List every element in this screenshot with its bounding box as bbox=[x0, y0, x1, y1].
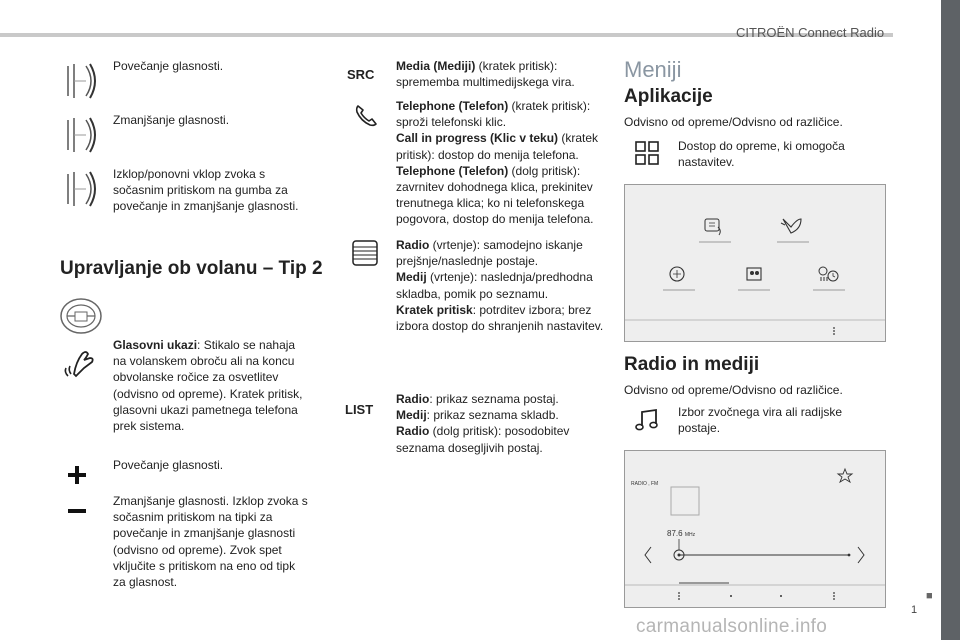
list-desc-3: (dolg pritisk): posodobitev seznama dosegljivih postaj. bbox=[396, 424, 570, 455]
radio-next-chevron-icon bbox=[858, 547, 864, 563]
continuation-mark: ■ bbox=[926, 590, 933, 602]
telephone-text bbox=[396, 98, 604, 228]
telephone-label: Telephone (Telefon) bbox=[396, 99, 509, 113]
voice-command-text bbox=[113, 337, 308, 434]
list-media-label: Medij bbox=[396, 408, 427, 423]
menus-heading: Meniji bbox=[624, 57, 682, 82]
call-in-progress-label: Call in progress (Klic v teku) bbox=[396, 131, 559, 146]
volume-up-text: Povečanje glasnosti. bbox=[113, 59, 224, 73]
thumbwheel-icon bbox=[350, 238, 380, 268]
voice-command-icon bbox=[62, 344, 98, 380]
app-eco-icon bbox=[777, 219, 809, 242]
radio-screen-label: RADIO , FM bbox=[631, 481, 659, 487]
media-rotate-label: Medij bbox=[396, 270, 427, 285]
list-text bbox=[396, 391, 601, 456]
watermark: carmanualsonline.info bbox=[636, 616, 828, 637]
telephone-desc-3: (dolg pritisk): zavrnitev dohodnega klica, prekinitev trenutnega klica; ko ni telefonskega pogovora, dostop do menija telefona. bbox=[396, 163, 594, 227]
src-label: Media (Mediji) bbox=[396, 59, 476, 73]
app-user-profile-icon bbox=[738, 268, 770, 290]
radio-media-desc: Izbor zvočnega vira ali radijske postaje. bbox=[678, 405, 843, 436]
applications-grid-icon bbox=[634, 140, 660, 166]
radio-footer-controls bbox=[678, 592, 835, 600]
voice-command-desc: : Stikalo se nahaja na volanskem obroču ali na koncu obvolanske ročice za osvetlitev (odvisno od opreme). Kratek pritisk, glasovni ukazi pametnega telefona prek sistema. bbox=[113, 338, 303, 434]
radio-prev-chevron-icon bbox=[645, 547, 651, 563]
applications-note: Odvisno od opreme/Odvisno od različice. bbox=[624, 115, 843, 129]
app-messages-icon bbox=[699, 219, 731, 242]
telephone-desc-2: (kratek pritisk): dostop do menija telefona. bbox=[396, 131, 599, 162]
applications-title: Aplikacije bbox=[624, 86, 713, 107]
app-car-settings-icon bbox=[663, 267, 695, 290]
list-desc-1: : prikaz seznama postaj. bbox=[429, 392, 559, 406]
radio-screen bbox=[624, 450, 886, 608]
section-title-type2: Upravljanje ob volanu – Tip 2 bbox=[60, 258, 323, 279]
radio-frequency-value: 87.6 bbox=[667, 529, 683, 538]
page-side-bar bbox=[941, 0, 960, 640]
thumbwheel-desc-1: (vrtenje): samodejno iskanje prejšnje/naslednje postaje. bbox=[396, 238, 583, 269]
app-screen-menu-dots-icon bbox=[833, 327, 835, 335]
telephone-long-label: Telephone (Telefon) bbox=[396, 163, 509, 178]
radio-slider-end-dot bbox=[848, 554, 851, 557]
telephone-icon bbox=[352, 102, 380, 130]
short-press-label: Kratek pritisk bbox=[396, 302, 473, 317]
list-tag: LIST bbox=[345, 402, 374, 417]
list-radio-label: Radio bbox=[396, 392, 430, 406]
page-header-title: CITROËN Connect Radio bbox=[736, 25, 885, 40]
radio-screen-graphic bbox=[625, 451, 885, 607]
steering-wheel-volume-down-icon bbox=[60, 114, 102, 156]
steering-wheel-volume-up-icon bbox=[60, 60, 102, 102]
list-radio-long-label: Radio bbox=[396, 424, 430, 439]
mute-text: Izklop/ponovni vklop zvoka s sočasnim pritiskom na gumba za povečanje in zmanjšanje glasnosti. bbox=[113, 167, 299, 214]
thumbwheel-text bbox=[396, 237, 604, 334]
radio-media-title: Radio in mediji bbox=[624, 354, 760, 375]
src-desc: (kratek pritisk): sprememba multimedijskega vira. bbox=[396, 59, 575, 90]
radio-frequency-cursor bbox=[674, 539, 684, 560]
music-note-icon bbox=[634, 408, 660, 432]
plus-text: Povečanje glasnosti. bbox=[113, 458, 224, 472]
steering-wheel-mute-icon bbox=[60, 168, 102, 210]
thumbwheel-desc-2: (vrtenje): naslednja/predhodna skladba, pomik po seznamu. bbox=[396, 270, 593, 301]
radio-frequency-unit: MHz bbox=[684, 532, 696, 538]
src-text bbox=[396, 58, 601, 90]
applications-screen bbox=[624, 184, 886, 342]
list-desc-2: : prikaz seznama skladb. bbox=[426, 408, 559, 423]
minus-text: Zmanjšanje glasnosti. Izklop zvoka s sočasnim pritiskom na tipki za povečanje in zmanjšanje glasnosti (odvisno od opreme). Zvok spet vključite s pritiskom na eno od tipk za glasnost. bbox=[113, 494, 308, 590]
radio-station-artwork bbox=[671, 487, 699, 515]
volume-down-text: Zmanjšanje glasnosti. bbox=[113, 113, 230, 127]
src-tag: SRC bbox=[347, 67, 375, 82]
thumbwheel-desc-3: : potrditev izbora; brez izbora dostop do shranjenih nastavitev. bbox=[396, 302, 604, 334]
radio-favorite-star-icon bbox=[838, 469, 852, 482]
page-number: 1 bbox=[911, 604, 918, 616]
applications-screen-graphic bbox=[625, 185, 885, 341]
plus-icon bbox=[66, 464, 88, 486]
voice-command-label: Glasovni ukazi bbox=[113, 338, 198, 352]
radio-rotate-label: Radio bbox=[396, 238, 430, 252]
telephone-desc-1: (kratek pritisk): sproži telefonski klic. bbox=[396, 99, 591, 130]
applications-desc: Dostop do opreme, ki omogoča nastavitev. bbox=[678, 139, 845, 170]
radio-media-note: Odvisno od opreme/Odvisno od različice. bbox=[624, 383, 843, 397]
app-heating-clock-icon bbox=[813, 267, 845, 290]
steering-wheel-icon bbox=[58, 296, 104, 336]
minus-icon bbox=[66, 500, 88, 522]
